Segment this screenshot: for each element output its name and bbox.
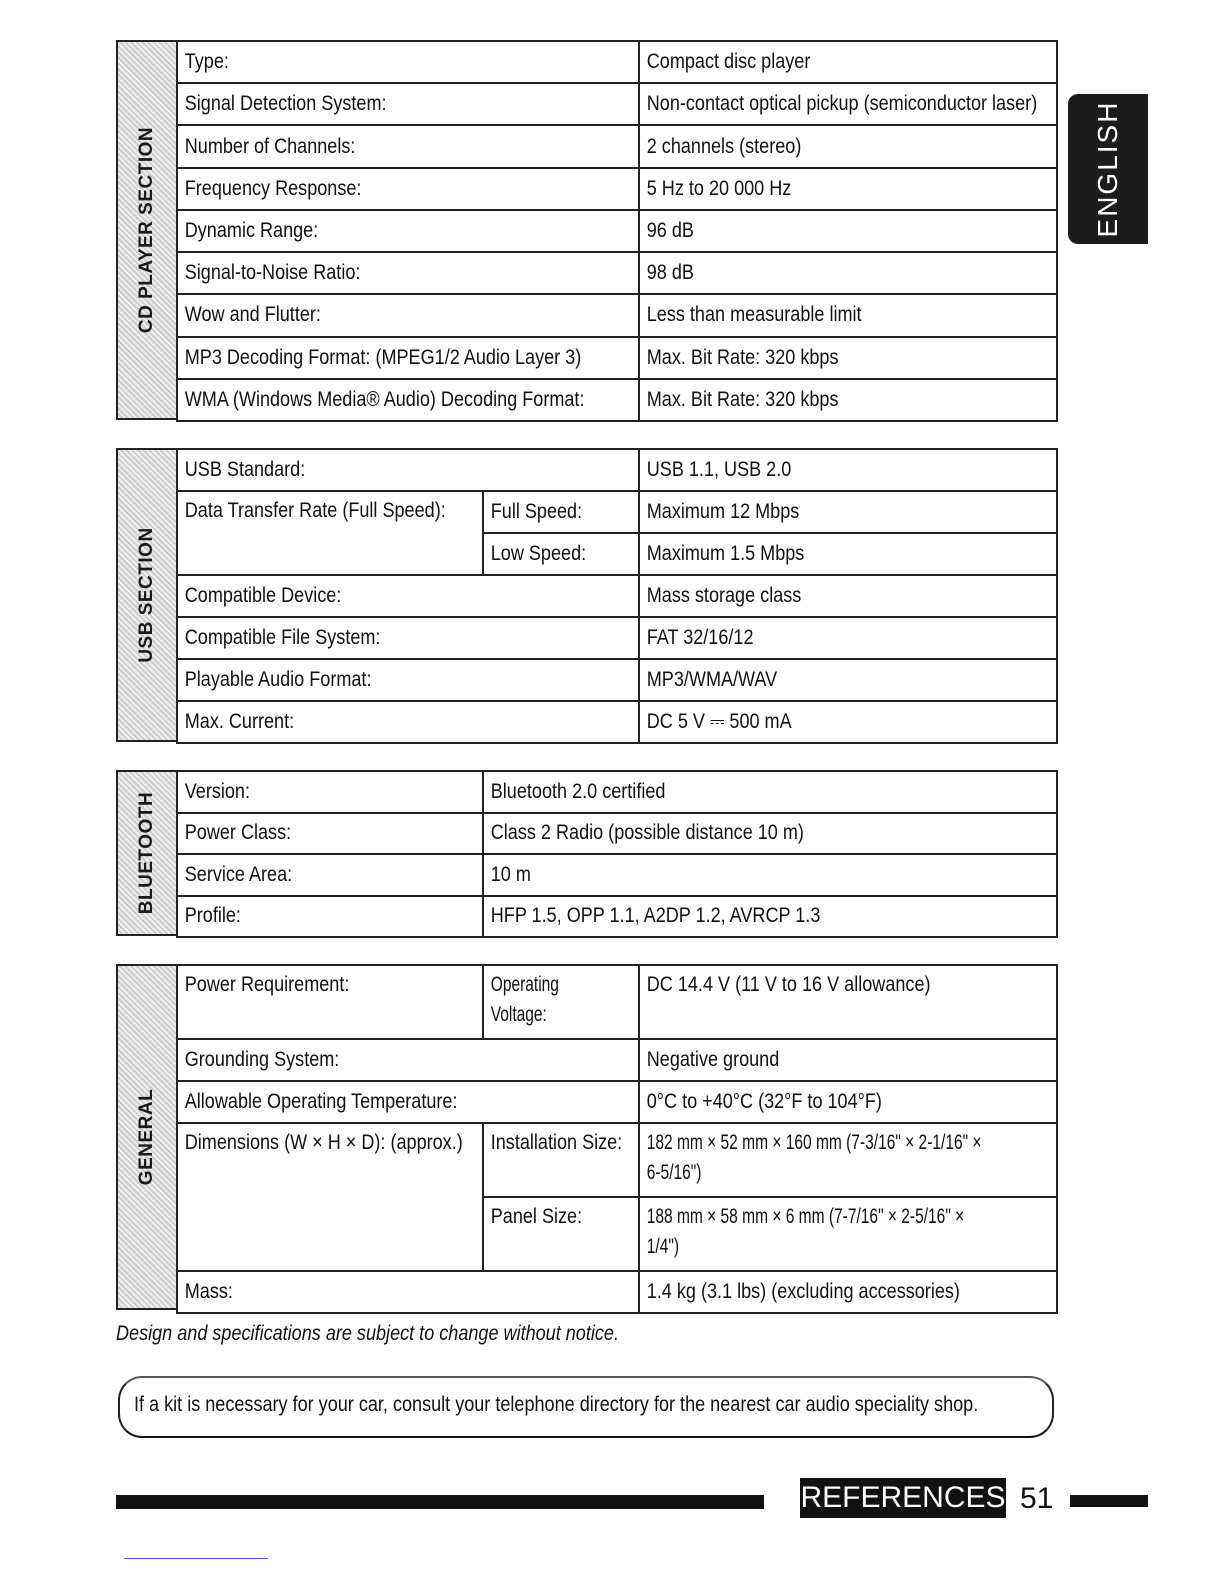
spec-value: Bluetooth 2.0 certified bbox=[483, 771, 977, 813]
spec-label: Number of Channels: bbox=[177, 125, 574, 167]
table-row bbox=[177, 125, 1057, 167]
spec-value: Less than measurable limit bbox=[639, 294, 998, 336]
spec-value: 2 channels (stereo) bbox=[639, 125, 998, 167]
spec-label: Profile: bbox=[177, 896, 440, 938]
spec-value: Compact disc player bbox=[639, 41, 998, 83]
spec-sublabel: Low Speed: bbox=[483, 533, 617, 575]
cd-section-label: CD PLAYER SECTION bbox=[136, 126, 157, 334]
general-section-label: GENERAL bbox=[136, 1088, 157, 1186]
spec-label: USB Standard: bbox=[177, 449, 574, 491]
spec-value: Maximum 12 Mbps bbox=[639, 491, 998, 533]
spec-value: 98 dB bbox=[639, 252, 998, 294]
spec-value: 96 dB bbox=[639, 210, 998, 252]
spec-label: Frequency Response: bbox=[177, 168, 574, 210]
spec-label: Wow and Flutter: bbox=[177, 294, 574, 336]
spec-label: Compatible Device: bbox=[177, 575, 574, 617]
spec-label: Grounding System: bbox=[177, 1039, 574, 1081]
spec-label: Signal Detection System: bbox=[177, 83, 574, 125]
operating-voltage-label: Operating Voltage: bbox=[490, 973, 559, 1026]
general-section bbox=[116, 964, 1056, 1310]
table-row bbox=[177, 771, 1057, 813]
spec-label: Signal-to-Noise Ratio: bbox=[177, 252, 574, 294]
spec-label: WMA (Windows Media® Audio) Decoding Format: bbox=[177, 379, 574, 421]
installation-size-value: 182 mm × 52 mm × 160 mm (7-3/16" × 2-1/16" × 6-5/16") bbox=[646, 1131, 982, 1184]
page-number: 51 bbox=[1020, 1482, 1054, 1515]
table-row bbox=[177, 1081, 1057, 1123]
kit-note-content: If a kit is necessary for your car, consult your telephone directory for the nearest car audio speciality shop. bbox=[134, 1393, 979, 1416]
table-row bbox=[177, 337, 1057, 379]
table-row bbox=[177, 1039, 1057, 1081]
spec-label: Max. Current: bbox=[177, 701, 574, 743]
general-spec-table bbox=[176, 964, 1058, 1314]
table-row bbox=[177, 575, 1057, 617]
spec-value: Class 2 Radio (possible distance 10 m) bbox=[483, 813, 977, 855]
specifications-notice bbox=[116, 1322, 701, 1346]
spec-sublabel: Installation Size: bbox=[483, 1123, 617, 1197]
table-row bbox=[177, 813, 1057, 855]
notice-text: Design and specifications are subject to change without notice. bbox=[116, 1322, 619, 1345]
spec-label: Data Transfer Rate (Full Speed): bbox=[177, 491, 440, 575]
footer-rule-right bbox=[1070, 1495, 1148, 1507]
table-row bbox=[177, 379, 1057, 421]
spec-value: USB 1.1, USB 2.0 bbox=[639, 449, 998, 491]
table-row bbox=[177, 210, 1057, 252]
spec-label: Service Area: bbox=[177, 854, 440, 896]
references-tab bbox=[800, 1478, 1006, 1518]
table-row bbox=[177, 617, 1057, 659]
table-row bbox=[177, 965, 1057, 1039]
cd-spec-table bbox=[176, 40, 1058, 422]
spec-value bbox=[639, 1123, 998, 1197]
usb-section bbox=[116, 448, 1056, 742]
bluetooth-section bbox=[116, 770, 1056, 936]
spec-label: Compatible File System: bbox=[177, 617, 574, 659]
spec-sublabel: Full Speed: bbox=[483, 491, 617, 533]
spec-value: DC 14.4 V (11 V to 16 V allowance) bbox=[639, 965, 998, 1039]
table-row bbox=[177, 854, 1057, 896]
panel-size-value: 188 mm × 58 mm × 6 mm (7-7/16" × 2-5/16" × 1/4") bbox=[646, 1205, 965, 1258]
table-row bbox=[177, 449, 1057, 491]
usb-section-side-tab bbox=[116, 448, 176, 742]
language-tab-label: ENGLISH bbox=[1092, 100, 1123, 238]
table-row bbox=[177, 1123, 1057, 1197]
spec-value: 1.4 kg (3.1 lbs) (excluding accessories) bbox=[639, 1271, 998, 1313]
table-row bbox=[177, 252, 1057, 294]
spec-sublabel bbox=[483, 965, 617, 1039]
table-row bbox=[177, 491, 1057, 533]
spec-value: Maximum 1.5 Mbps bbox=[639, 533, 998, 575]
kit-note-box bbox=[118, 1376, 1054, 1438]
cd-player-section bbox=[116, 40, 1056, 420]
references-label: REFERENCES bbox=[800, 1481, 1006, 1514]
general-section-side-tab bbox=[116, 964, 176, 1310]
usb-section-label: USB SECTION bbox=[136, 527, 157, 663]
spec-label: Power Class: bbox=[177, 813, 440, 855]
spec-value: DC 5 V ⎓ 500 mA bbox=[639, 701, 998, 743]
spec-value: Mass storage class bbox=[639, 575, 998, 617]
bluetooth-section-label: BLUETOOTH bbox=[136, 791, 157, 915]
table-row bbox=[177, 896, 1057, 938]
bluetooth-spec-table bbox=[176, 770, 1058, 938]
spec-value: 5 Hz to 20 000 Hz bbox=[639, 168, 998, 210]
spec-value: Max. Bit Rate: 320 kbps bbox=[639, 379, 998, 421]
spec-value: Non-contact optical pickup (semiconductor laser) bbox=[639, 83, 998, 125]
spec-value: Max. Bit Rate: 320 kbps bbox=[639, 337, 998, 379]
cd-section-side-tab bbox=[116, 40, 176, 420]
table-row bbox=[177, 294, 1057, 336]
spec-label: Mass: bbox=[177, 1271, 574, 1313]
table-row bbox=[177, 659, 1057, 701]
footer-rule-left bbox=[116, 1495, 764, 1509]
spec-value bbox=[639, 1197, 998, 1271]
spec-value: FAT 32/16/12 bbox=[639, 617, 998, 659]
table-row bbox=[177, 41, 1057, 83]
spec-label: MP3 Decoding Format: (MPEG1/2 Audio Layer 3) bbox=[177, 337, 574, 379]
table-row bbox=[177, 1271, 1057, 1313]
spec-value: 10 m bbox=[483, 854, 977, 896]
spec-value: Negative ground bbox=[639, 1039, 998, 1081]
spec-value: 0°C to +40°C (32°F to 104°F) bbox=[639, 1081, 998, 1123]
spec-label: Playable Audio Format: bbox=[177, 659, 574, 701]
table-row bbox=[177, 168, 1057, 210]
language-tab bbox=[1068, 94, 1148, 244]
spec-label: Power Requirement: bbox=[177, 965, 440, 1039]
spec-sublabel: Panel Size: bbox=[483, 1197, 617, 1271]
bluetooth-section-side-tab bbox=[116, 770, 176, 936]
table-row bbox=[177, 83, 1057, 125]
usb-spec-table bbox=[176, 448, 1058, 744]
table-row bbox=[177, 701, 1057, 743]
spec-label: Type: bbox=[177, 41, 574, 83]
spec-value: MP3/WMA/WAV bbox=[639, 659, 998, 701]
kit-note-text bbox=[134, 1393, 1116, 1417]
spec-label: Dynamic Range: bbox=[177, 210, 574, 252]
spec-label: Version: bbox=[177, 771, 440, 813]
spec-label: Dimensions (W × H × D): (approx.) bbox=[177, 1123, 440, 1271]
spec-label: Allowable Operating Temperature: bbox=[177, 1081, 574, 1123]
spec-value: HFP 1.5, OPP 1.1, A2DP 1.2, AVRCP 1.3 bbox=[483, 896, 977, 938]
link-underline bbox=[124, 1558, 268, 1559]
